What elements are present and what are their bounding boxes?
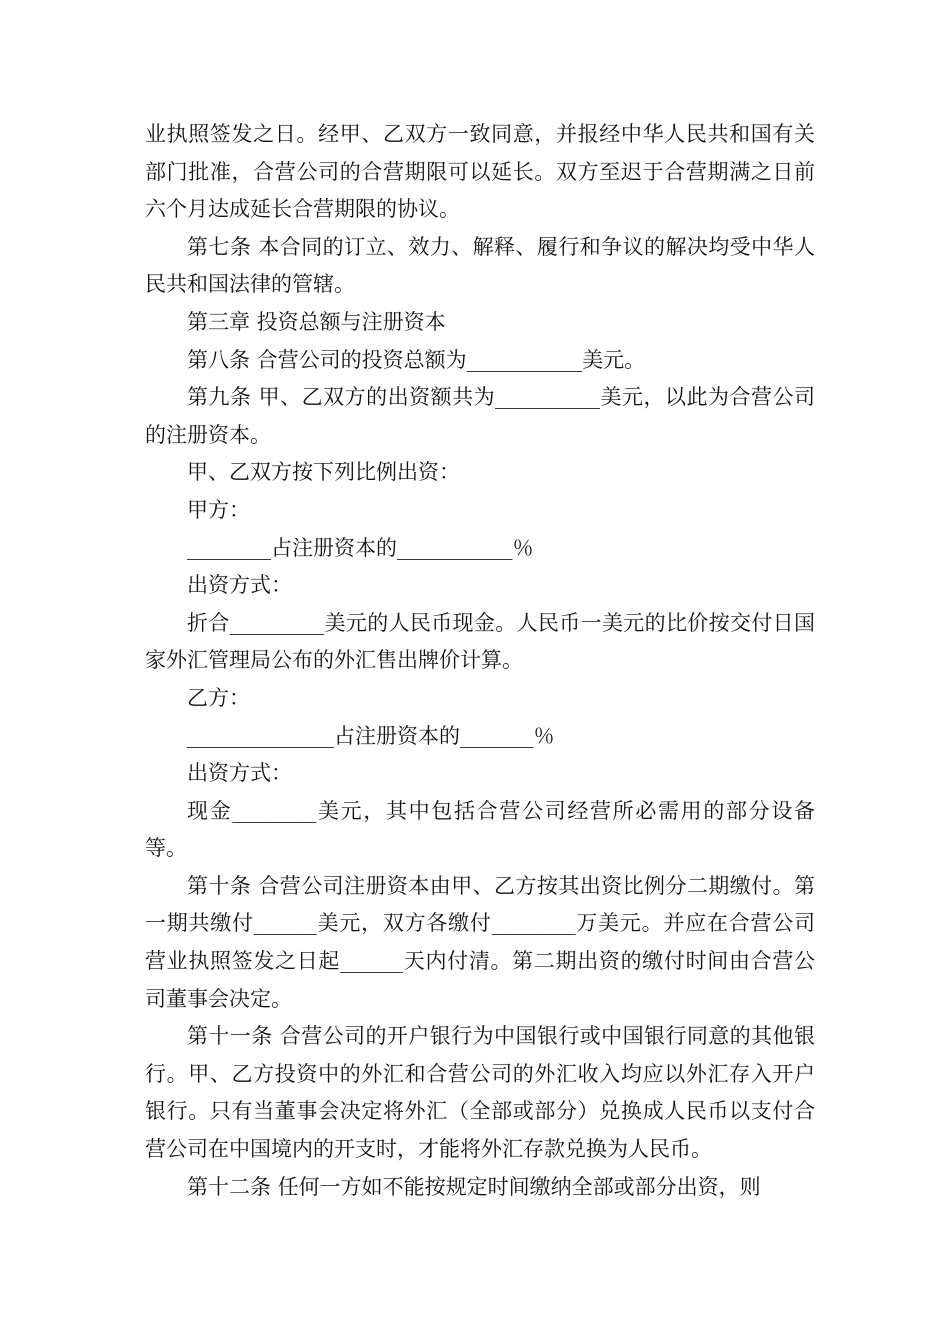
paragraph-party-a-method: 折合_________美元的人民币现金。人民币一美元的比价按交付日国家外汇管理局公布的外汇售出牌价计算。	[145, 610, 815, 673]
paragraph-article-8: 第八条 合营公司的投资总额为___________美元。	[187, 347, 646, 372]
paragraph-party-a-method-label: 出资方式：	[187, 573, 292, 598]
paragraph-party-a: 甲方：	[187, 497, 250, 522]
paragraph-party-b-share: ______________占注册资本的_______％	[187, 723, 555, 748]
paragraph-article-9: 第九条 甲、乙双方的出资额共为__________美元，以此为合营公司的注册资本。	[145, 385, 815, 447]
document-page	[145, 116, 815, 1206]
paragraph-article-7: 第七条 本合同的订立、效力、解释、履行和争议的解决均受中华人民共和国法律的管辖。	[145, 234, 815, 297]
paragraph-party-b: 乙方：	[187, 685, 250, 710]
paragraph-continuation: 业执照签发之日。经甲、乙双方一致同意，并报经中华人民共和国有关部门批准，合营公司的合营期限可以延长。双方至迟于合营期满之日前六个月达成延长合营期限的协议。	[145, 122, 815, 222]
paragraph-contribution-ratio: 甲、乙双方按下列比例出资：	[187, 460, 460, 485]
paragraph-party-a-share: ________占注册资本的___________％	[187, 535, 534, 560]
chapter-heading-3: 第三章 投资总额与注册资本	[187, 309, 446, 334]
paragraph-article-11: 第十一条 合营公司的开户银行为中国银行或中国银行同意的其他银行。甲、乙方投资中的外汇和合营公司的外汇收入均应以外汇存入开户银行。只有当董事会决定将外汇（全部或部分）兑换成人民币以支付合营公司在中国境内的开支时，才能将外汇存款兑换为人民币。	[145, 1024, 815, 1162]
paragraph-article-10: 第十条 合营公司注册资本由甲、乙方按其出资比例分二期缴付。第一期共缴付______美元，双方各缴付________万美元。并应在合营公司营业执照签发之日起______天内付清。第二期出资的缴付时间由合营公司董事会决定。	[145, 873, 815, 1011]
paragraph-party-b-method: 现金________美元，其中包括合营公司经营所必需用的部分设备等。	[145, 798, 815, 861]
paragraph-article-12: 第十二条 任何一方如不能按规定时间缴纳全部或部分出资，则	[187, 1174, 761, 1199]
paragraph-party-b-method-label: 出资方式：	[187, 761, 292, 786]
